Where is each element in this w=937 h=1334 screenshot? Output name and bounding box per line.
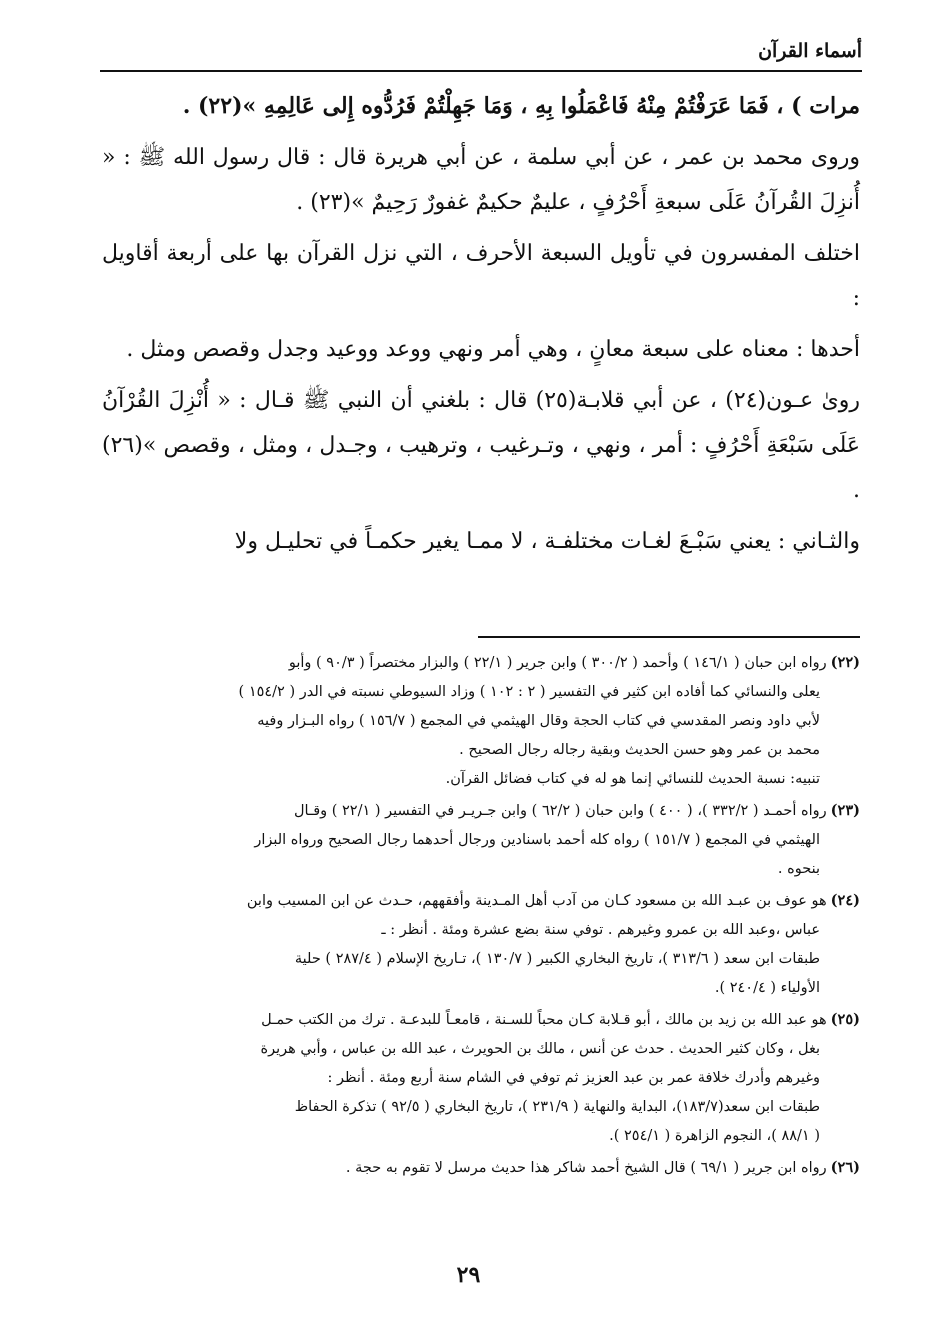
footnote-line: ( ٨٨/١ )، النجوم الزاهرة ( ٢٥٤/١ ). [609, 1128, 820, 1144]
footnote-line: عباس ،وعبد الله بن عمرو وغيرهم . توفي سنة بضع عشرة ومئة . أنظر : ـ [381, 922, 820, 938]
paragraph-awn-narration: روىٰ عـون(٢٤) ، عن أبي قلابـة(٢٥) قال : بلغني أن النبي ﷺ قـال : « أُنْزِلَ القُرْآنُ عَلَى سَبْعَةِ أَحْرُفٍ : أمر ، ونهي ، وتـرغيب ، وترهيب ، وجـدل ، ومثل ، وقصص »(٢٦) . [102, 388, 860, 503]
footnote-24 [100, 886, 862, 1003]
paragraph-hadith-end: مرات ) ، فَمَا عَرَفْتُمْ مِنْهُ فَاعْمَلُوا بِهِ ، وَمَا جَهِلْتُمْ فَرُدُّوه إِلى عَالِمِهِ »(٢٢) . [182, 93, 860, 119]
main-text [102, 84, 860, 570]
footnote-line: لأبي داود ونصر المقدسي في كتاب الحجة وقال الهيثمي في المجمع ( ١٥٦/٧ ) رواه البـزار وفيه [257, 713, 820, 729]
footnote-25 [100, 1005, 862, 1151]
footnote-line: بنحوه . [777, 861, 820, 877]
footnote-line: محمد بن عمر وهو حسن الحديث وبقية رجاله رجال الصحيح . [459, 742, 820, 758]
paragraph-first-opinion: أحدها : معناه على سبعة معانٍ ، وهي أمر ونهي ووعد ووعيد وجدل وقصص ومثل . [126, 337, 860, 362]
footnote-line: رواه أحمـد ( ٣٣٢/٢ )، ( ٤٠٠ ) وابن حبان ( ٦٢/٢ ) وابن جـريـر في التفسير ( ٢٢/١ ) وقـال [294, 803, 827, 819]
footnote-23 [100, 796, 862, 884]
footnote-number: (٢٥) [830, 1011, 860, 1028]
footnote-line: هو عبد الله بن زيد بن مالك ، أبو قـلابة كـان محباً للسـنة ، قامعـاً للبدعـة . ترك من الكتب حمـل [261, 1012, 827, 1028]
running-header-title: أسماء القرآن [758, 40, 862, 62]
footnote-line: الأولياء ( ٢٤٠/٤ ). [714, 980, 820, 996]
footnote-line: بغل ، وكان كثير الحديث . حدث عن أنس ، مالك بن الحويرث ، عبد الله بن عباس ، وأبي هريرة [260, 1041, 820, 1057]
footnote-line: وغيرهم وأدرك خلافة عمر بن عبد العزيز ثم توفي في الشام سنة أربع ومئة . أنظر : [327, 1070, 820, 1086]
footnotes [100, 648, 862, 1185]
footnote-line: يعلى والنسائي كما أفاده ابن كثير في التفسير ( ٢ : ١٠٢ ) وزاد السيوطي نسبته في الدر ( ١٥٤/٢ ) [238, 684, 820, 700]
paragraph-second-opinion: والثـاني : يعني سَبْـعَ لغـات مختلفـة ، لا ممـا يغير حكمـاً في تحليـل ولا [234, 529, 860, 554]
footnote-22 [100, 648, 862, 794]
page-number: ٢٩ [456, 1262, 481, 1288]
footnote-number: (٢٦) [830, 1159, 860, 1176]
footnote-separator [478, 636, 860, 638]
footnote-line: طبقات ابن سعد(١٨٣/٧)، البداية والنهاية ( ٢٣١/٩ )، تاريخ البخاري ( ٩٢/٥ ) تذكرة الحفاظ [294, 1099, 820, 1115]
footnote-line: رواه ابن جرير ( ٦٩/١ ) قال الشيخ أحمد شاكر هذا حديث مرسل لا تقوم به حجة . [345, 1160, 827, 1176]
paragraph-interpretations: اختلف المفسرون في تأويل السبعة الأحرف ، التي نزل القرآن بها على أربعة أقاويل : [102, 241, 860, 311]
footnote-26 [100, 1153, 862, 1183]
footnote-line: طبقات ابن سعد ( ٣١٣/٦ )، تاريخ البخاري الكبير ( ١٣٠/٧ )، تـاريخ الإسلام ( ٢٨٧/٤ ) حلية [294, 951, 820, 967]
footnote-number: (٢٢) [830, 654, 860, 671]
footnote-line: تنبيه: نسبة الحديث للنسائي إنما هو له في كتاب فضائل القرآن. [445, 771, 820, 787]
paragraph-abu-hurayra: وروى محمد بن عمر ، عن أبي سلمة ، عن أبي هريرة قال : قال رسول الله ﷺ : « أُنزِلَ القُرآنُ عَلَى سبعةِ أَحْرُفٍ ، عليمٌ حكيمٌ غفورٌ رَحِيمٌ »(٢٣) . [102, 145, 860, 215]
footnote-number: (٢٣) [830, 802, 860, 819]
footnote-line: هو عوف بن عبـد الله بن مسعود كـان من آدب أهل المـدينة وأفقههم، حـدث عن ابن المسيب وابن [246, 893, 827, 909]
running-header [100, 36, 862, 72]
footnote-line: الهيثمي في المجمع ( ١٥١/٧ ) رواه كله أحمد باسنادين ورجال أحدهما رجال الصحيح ورواه البزار [254, 832, 820, 848]
footnote-number: (٢٤) [830, 892, 860, 909]
footnote-line: رواه ابن حبان ( ١٤٦/١ ) وأحمد ( ٣٠٠/٢ ) وابن جرير ( ٢٢/١ ) والبزار مختصراً ( ٩٠/٣ ) وأبو [288, 655, 827, 671]
